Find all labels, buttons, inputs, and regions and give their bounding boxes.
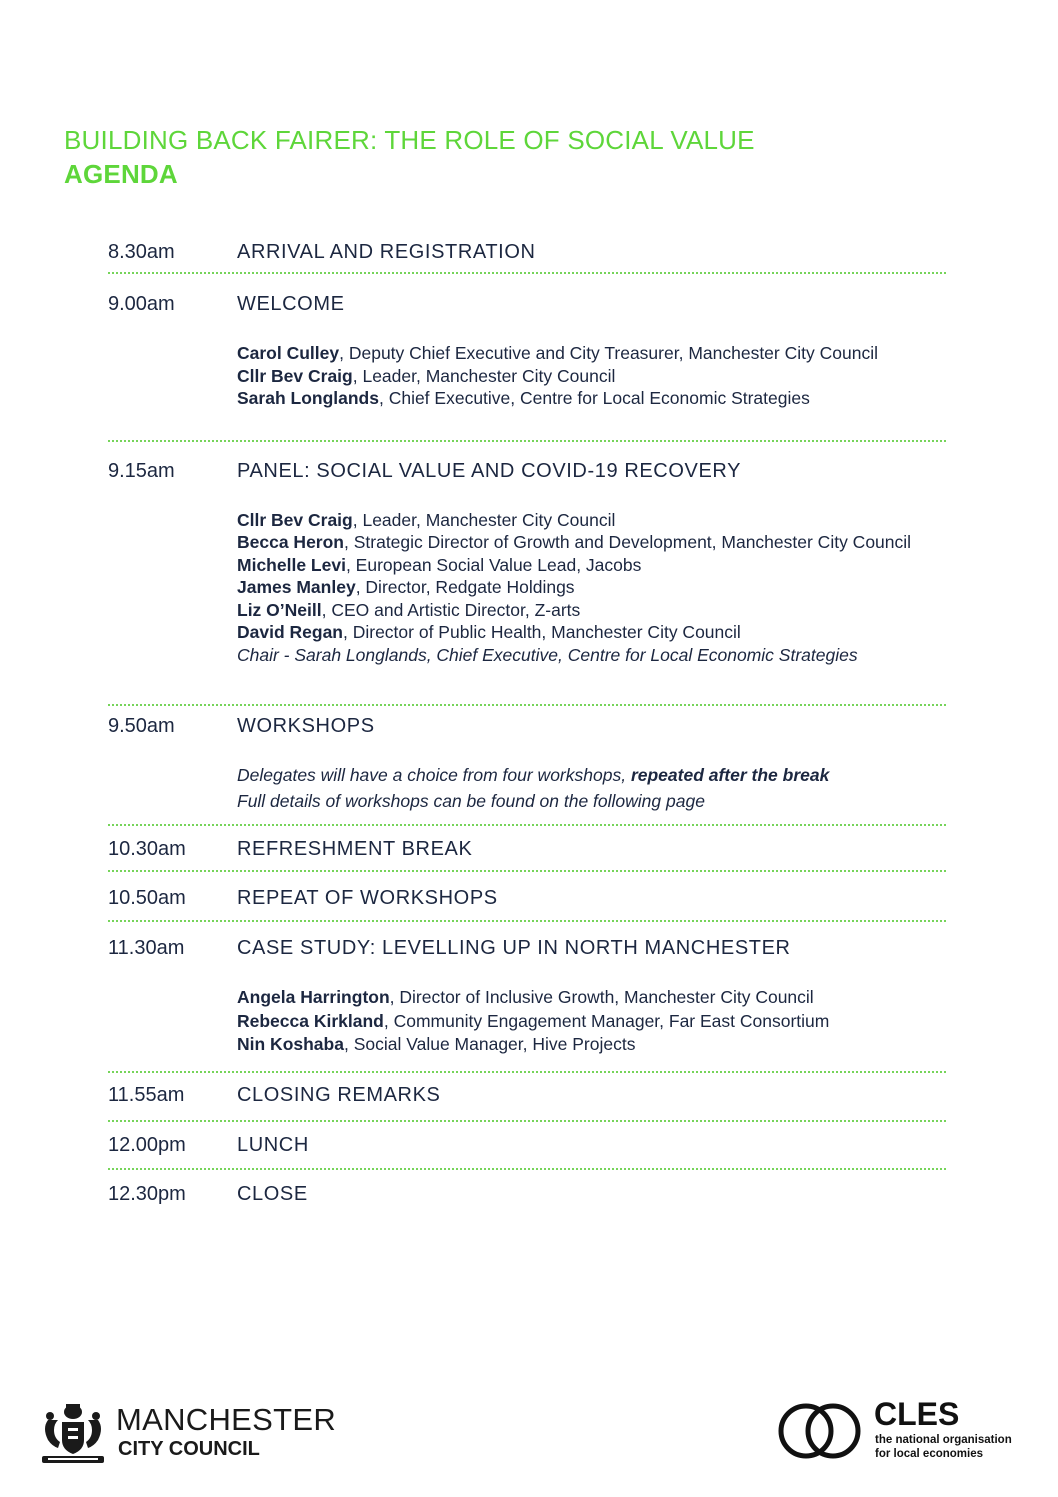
speaker-name: Sarah Longlands: [237, 388, 379, 408]
speaker-name: Rebecca Kirkland: [237, 1010, 384, 1031]
session-heading: CLOSING REMARKS: [237, 1083, 441, 1106]
session-heading: REFRESHMENT BREAK: [237, 838, 473, 860]
workshop-notes: [237, 762, 946, 814]
agenda-item: [108, 872, 946, 920]
agenda-item: [108, 1122, 946, 1168]
agenda-item: [108, 1073, 946, 1120]
speaker-role: , CEO and Artistic Director, Z-arts: [321, 599, 581, 620]
mcc-subname: CITY COUNCIL: [118, 1438, 260, 1460]
agenda-item: [108, 922, 946, 1071]
session-time: 8.30am: [108, 241, 175, 263]
speaker: [237, 621, 946, 644]
speaker-list: [237, 509, 946, 667]
session-heading: PANEL: SOCIAL VALUE AND COVID-19 RECOVERY: [237, 459, 742, 482]
speaker: [237, 576, 946, 599]
speaker-role: , Community Engagement Manager, Far East Consortium: [383, 1010, 830, 1031]
agenda-item: [108, 240, 946, 272]
speaker-name: Michelle Levi: [237, 554, 346, 575]
session-time: 10.30am: [108, 838, 186, 860]
panel-chair: Chair - Sarah Longlands, Chief Executive, Centre for Local Economic Strategies: [237, 644, 858, 665]
speaker-role: , Chief Executive, Centre for Local Economic Strategies: [378, 388, 810, 408]
session-time: 11.55am: [108, 1083, 185, 1106]
session-heading: WELCOME: [237, 293, 345, 315]
note-emphasis: repeated after the break: [630, 765, 830, 785]
session-heading: LUNCH: [237, 1133, 309, 1156]
title-block: [64, 123, 755, 191]
session-time: 9.00am: [108, 293, 175, 315]
session-heading: CASE STUDY: LEVELLING UP IN NORTH MANCHESTER: [237, 937, 791, 959]
speaker-role: , European Social Value Lead, Jacobs: [345, 554, 642, 575]
agenda-item: [108, 442, 946, 705]
agenda-item: [108, 1170, 946, 1206]
speaker: [237, 1033, 946, 1057]
mcc-name: MANCHESTER: [116, 1402, 337, 1437]
speaker-list: [237, 342, 946, 410]
cles-logo: [778, 1398, 1028, 1468]
session-heading: WORKSHOPS: [237, 715, 375, 737]
session-time: 12.30pm: [108, 1182, 186, 1205]
session-heading: ARRIVAL AND REGISTRATION: [237, 241, 536, 263]
speaker-name: Cllr Bev Craig: [237, 365, 353, 386]
cles-tagline: for local economies: [875, 1448, 984, 1460]
session-time: 9.15am: [108, 459, 175, 482]
speaker: [237, 342, 946, 365]
event-title: BUILDING BACK FAIRER: THE ROLE OF SOCIAL VALUE: [64, 125, 755, 155]
note-text: Delegates will have a choice from four workshops,: [237, 765, 631, 785]
cles-name: CLES: [874, 1396, 960, 1432]
speaker-name: James Manley: [237, 577, 356, 597]
speaker-name: Cllr Bev Craig: [237, 509, 353, 530]
coat-of-arms-icon: [38, 1398, 108, 1468]
speaker-role: , Director of Inclusive Growth, Manchester City Council: [389, 987, 814, 1007]
session-time: 11.30am: [108, 937, 185, 959]
agenda-list: [108, 240, 946, 1206]
speaker: [237, 986, 946, 1010]
speaker-role: , Leader, Manchester City Council: [352, 509, 616, 530]
speaker: [237, 387, 946, 410]
agenda-item: [108, 274, 946, 440]
speaker: [237, 531, 946, 554]
speaker-name: David Regan: [237, 622, 343, 642]
speaker: [237, 509, 946, 532]
speaker: [237, 554, 946, 577]
agenda-item: [108, 706, 946, 824]
speaker-name: Nin Koshaba: [237, 1034, 344, 1054]
session-time: 12.00pm: [108, 1133, 186, 1156]
speaker-role: , Strategic Director of Growth and Development, Manchester City Council: [344, 532, 912, 552]
speaker-role: , Director, Redgate Holdings: [355, 577, 575, 597]
speaker-list: [237, 986, 946, 1057]
workshop-note: [237, 762, 946, 788]
speaker-role: , Leader, Manchester City Council: [352, 365, 616, 386]
speaker: [237, 599, 946, 622]
manchester-city-council-logo: [38, 1398, 358, 1468]
agenda-heading: AGENDA: [64, 159, 178, 189]
speaker-role: , Social Value Manager, Hive Projects: [343, 1034, 636, 1054]
speaker-name: Carol Culley: [237, 343, 340, 363]
session-heading: CLOSE: [237, 1182, 308, 1205]
speaker-role: , Director of Public Health, Manchester City Council: [343, 622, 741, 642]
speaker-name: Angela Harrington: [237, 987, 390, 1007]
session-heading: REPEAT OF WORKSHOPS: [237, 887, 498, 909]
workshop-note: Full details of workshops can be found on the following page: [237, 791, 705, 811]
speaker: [237, 1010, 946, 1034]
speaker-name: Liz O’Neill: [237, 599, 322, 620]
cles-rings-icon: [778, 1400, 868, 1464]
session-time: 10.50am: [108, 887, 186, 909]
agenda-item: [108, 826, 946, 870]
session-time: 9.50am: [108, 715, 175, 737]
speaker: [237, 365, 946, 388]
speaker-role: , Deputy Chief Executive and City Treasurer, Manchester City Council: [339, 343, 878, 363]
cles-tagline: the national organisation: [875, 1434, 1012, 1446]
speaker-name: Becca Heron: [237, 532, 344, 552]
